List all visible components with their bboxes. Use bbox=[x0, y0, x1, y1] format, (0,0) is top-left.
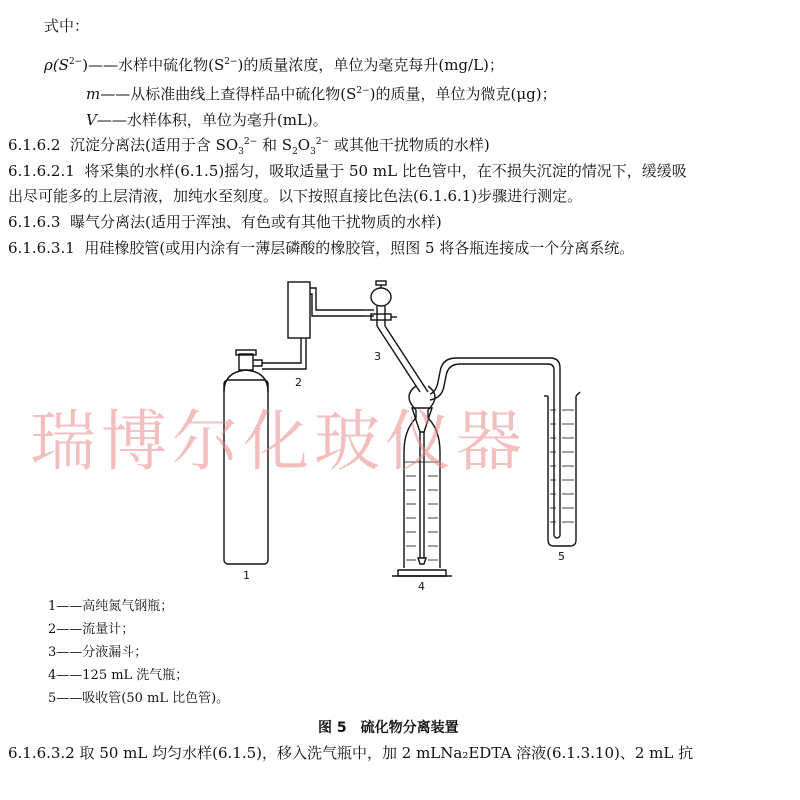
definition-v: V——水样体积，单位为毫升(mL)。 bbox=[86, 111, 328, 129]
definition-m: m——从标准曲线上查得样品中硫化物$(S^{2-})$的质量，单位为微克(μg)； bbox=[86, 85, 557, 103]
label-flowmeter: 2 bbox=[295, 376, 302, 389]
legend-item-4: 4——125 mL 洗气瓶； bbox=[48, 668, 189, 683]
separatory-funnel bbox=[364, 281, 428, 392]
wash-bottle bbox=[392, 358, 560, 576]
flowmeter bbox=[288, 282, 364, 338]
definition-rho: $\rho(S^{2-})——$水样中硫化物$(S^{2-})$的质量浓度，单位为毫克每升(mg/L)； bbox=[44, 56, 504, 74]
legend-item-5: 5——吸收管(50 mL 比色管)。 bbox=[48, 691, 230, 706]
legend-item-3: 3——分液漏斗； bbox=[48, 645, 148, 660]
label-cylinder: 1 bbox=[243, 569, 250, 582]
section-6-1-6-2: 6.1.6.2 沉淀分离法(适用于含 $SO_3^{2-}$ 和 $S_2O_3^{2-}$ 或其他干扰物质的水样) bbox=[8, 136, 490, 157]
section-6-1-6-3: 6.1.6.3 曝气分离法(适用于浑浊、有色或有其他干扰物质的水样) bbox=[8, 213, 442, 231]
section-6-1-6-2-1-cont: 出尽可能多的上层清液，加纯水至刻度。以下按照直接比色法(6.1.6.1)步骤进行测定。 bbox=[8, 187, 583, 205]
label-wash-bottle: 4 bbox=[418, 580, 425, 593]
label-absorption-tube: 5 bbox=[558, 550, 565, 563]
nitrogen-cylinder bbox=[224, 350, 268, 564]
legend-item-1: 1——高纯氮气钢瓶； bbox=[48, 599, 174, 614]
section-6-1-6-3-2-cut: 6.1.6.3.2 取 50 mL 均匀水样(6.1.5)，移入洗气瓶中，加 2 mLNa₂EDTA 溶液(6.1.3.10)、2 mL 抗 bbox=[8, 744, 694, 762]
top-cut-fragment: 式中： bbox=[44, 17, 90, 35]
section-6-1-6-3-1: 6.1.6.3.1 用硅橡胶管(或用内涂有一薄层磷酸的橡胶管，照图 5 将各瓶连接成一个分离系统。 bbox=[8, 239, 635, 257]
watermark-text: 瑞博尔化玻仪器 bbox=[30, 403, 527, 480]
legend-item-2: 2——流量计； bbox=[48, 622, 135, 637]
label-funnel: 3 bbox=[374, 350, 381, 363]
absorption-tube bbox=[544, 392, 580, 546]
section-6-1-6-2-1: 6.1.6.2.1 将采集的水样(6.1.5)摇匀，吸取适量于 50 mL 比色管中，在不损失沉淀的情况下，缓缓吸 bbox=[8, 162, 687, 180]
figure-caption: 图 5 硫化物分离装置 bbox=[318, 720, 459, 736]
